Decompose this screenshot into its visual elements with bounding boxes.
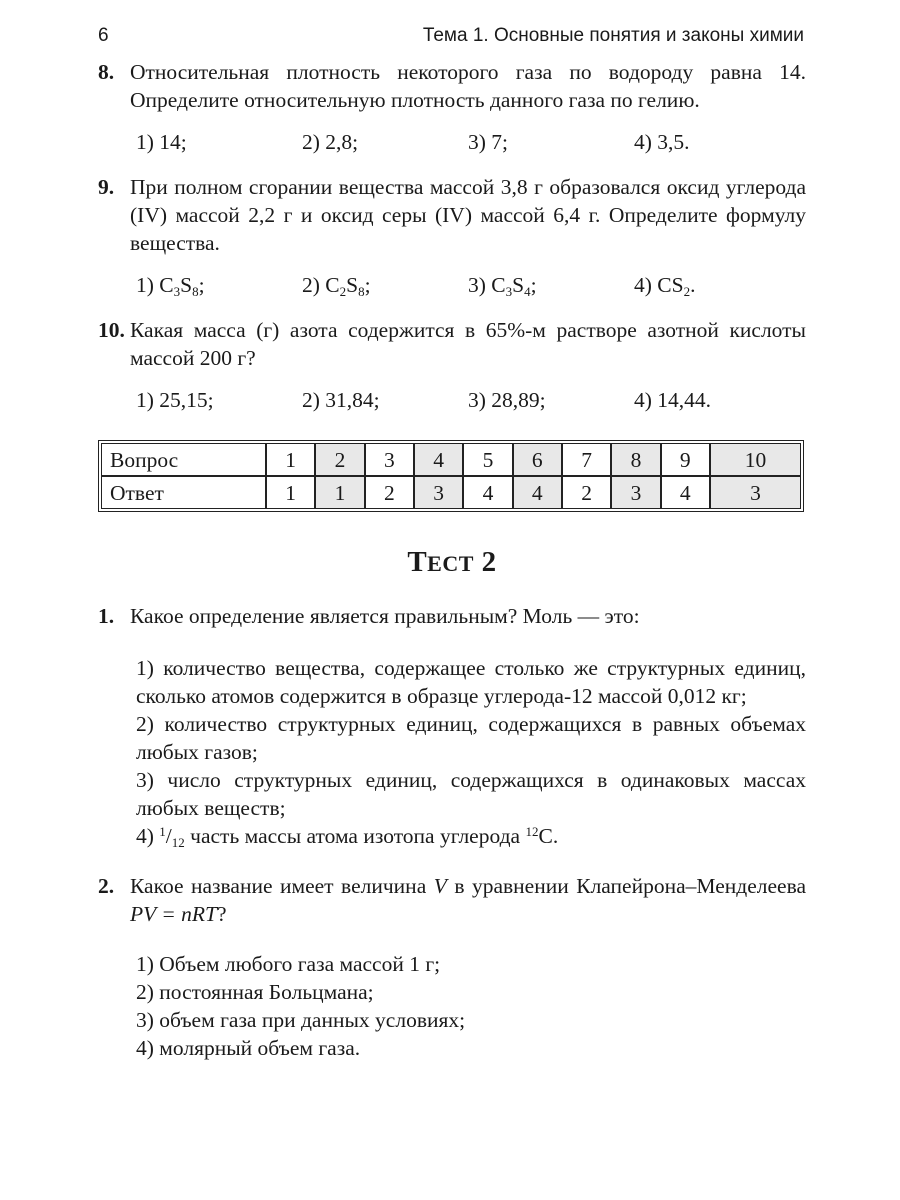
table-cell: 2 bbox=[315, 443, 364, 476]
question-text: Какая масса (г) азота содержится в 65%-м растворе азотной кислоты массой 200 г? bbox=[130, 318, 806, 370]
option-formula: 2) $C_2S_8$; bbox=[302, 273, 371, 299]
table-cell: 5 bbox=[463, 443, 512, 476]
option-formula: 3) $C_3S_4$; bbox=[468, 273, 537, 299]
table-cell: 2 bbox=[562, 476, 611, 509]
option: 4) 3,5. bbox=[634, 130, 690, 154]
question-number: 2. bbox=[98, 874, 115, 898]
question-text: Относительная плотность некоторого газа по водороду равна 14. Определите относительную плотность данного газа по гелию. bbox=[130, 60, 806, 112]
option-formula: 1) $C_3S_8$; bbox=[136, 273, 205, 299]
question-text: При полном сгорании вещества массой 3,8 г образовался оксид углерода (IV) массой 2,2 г и оксид серы (IV) массой 6,4 г. Определите формулу вещества. bbox=[130, 175, 806, 255]
page-content bbox=[98, 55, 806, 1062]
table-cell: 1 bbox=[266, 476, 315, 509]
option-formula: 4) $CS_2$. bbox=[634, 273, 696, 299]
test2-question-2-options bbox=[98, 950, 806, 1062]
table-cell: 10 bbox=[710, 443, 801, 476]
table-cell: 9 bbox=[661, 443, 710, 476]
option: 2) постоянная Больцмана; bbox=[136, 980, 374, 1004]
question-10 bbox=[98, 316, 806, 372]
running-title: Тема 1. Основные понятия и законы химии bbox=[422, 25, 804, 46]
table-cell: 7 bbox=[562, 443, 611, 476]
table-row-answers bbox=[101, 476, 801, 509]
option: 2) 31,84; bbox=[302, 388, 380, 412]
page-header bbox=[98, 25, 804, 51]
table-cell: 3 bbox=[611, 476, 660, 509]
question-text: Какое определение является правильным? Моль — это: bbox=[130, 604, 640, 628]
table-cell: 1 bbox=[315, 476, 364, 509]
table-row-questions bbox=[101, 443, 801, 476]
option: 3) число структурных единиц, содержащихся в одинаковых массах любых веществ; bbox=[136, 768, 806, 820]
table-cell: 4 bbox=[414, 443, 463, 476]
option: 3) 7; bbox=[468, 130, 509, 154]
table-cell: 3 bbox=[414, 476, 463, 509]
row-label: Вопрос bbox=[101, 443, 266, 476]
option: 1) Объем любого газа массой 1 г; bbox=[136, 952, 441, 976]
question-number: 9. bbox=[98, 175, 115, 199]
table-cell: 3 bbox=[710, 476, 801, 509]
option: 4) 14,44. bbox=[634, 388, 712, 412]
question-10-options bbox=[98, 386, 806, 414]
test2-question-2 bbox=[98, 872, 806, 928]
table-cell: 3 bbox=[365, 443, 414, 476]
section-title: ТЕСТ 2 bbox=[407, 546, 497, 578]
question-9-options bbox=[98, 271, 806, 299]
row-label: Ответ bbox=[101, 476, 266, 509]
option: 3) 28,89; bbox=[468, 388, 546, 412]
option: 1) 25,15; bbox=[136, 388, 214, 412]
table-cell: 1 bbox=[266, 443, 315, 476]
question-9 bbox=[98, 173, 806, 257]
option: 4) $^1/_{12}$ часть массы атома изотопа углерода $^{12}$C. bbox=[136, 824, 559, 850]
page-number: 6 bbox=[98, 25, 109, 46]
option: 2) количество структурных единиц, содержащихся в равных объемах любых газов; bbox=[136, 712, 806, 764]
answer-key-table bbox=[98, 440, 804, 512]
option: 1) 14; bbox=[136, 130, 187, 154]
table-cell: 8 bbox=[611, 443, 660, 476]
table-cell: 4 bbox=[661, 476, 710, 509]
table-cell: 4 bbox=[513, 476, 562, 509]
table-cell: 2 bbox=[365, 476, 414, 509]
question-number: 1. bbox=[98, 604, 115, 628]
question-text: Какое название имеет величина V в уравнении Клапейрона–Менделеева PV = nRT? bbox=[130, 874, 806, 926]
question-8 bbox=[98, 58, 806, 114]
option: 1) количество вещества, содержащее столько же структурных единиц, сколько атомов содержится в образце углерода-12 массой 0,012 кг; bbox=[136, 656, 806, 708]
question-8-options bbox=[98, 128, 806, 156]
test2-question-1 bbox=[98, 602, 806, 630]
test2-question-1-options bbox=[98, 654, 806, 850]
question-number: 8. bbox=[98, 60, 115, 84]
option: 4) молярный объем газа. bbox=[136, 1036, 361, 1060]
option: 3) объем газа при данных условиях; bbox=[136, 1008, 466, 1032]
table-cell: 6 bbox=[513, 443, 562, 476]
question-number: 10. bbox=[98, 318, 125, 342]
table-cell: 4 bbox=[463, 476, 512, 509]
option: 2) 2,8; bbox=[302, 130, 359, 154]
